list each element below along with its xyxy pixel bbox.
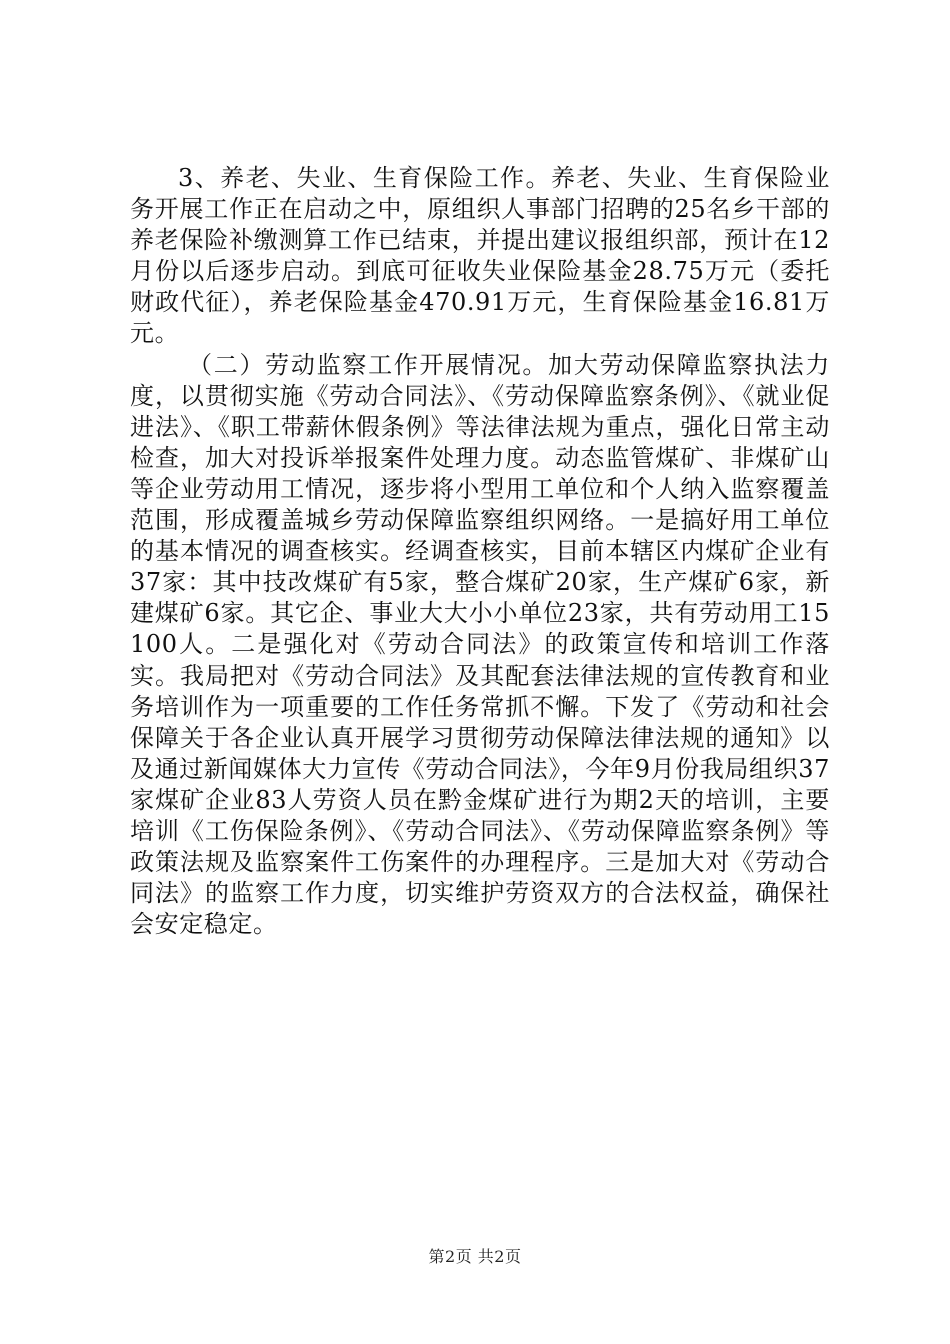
document-body [130, 163, 830, 940]
paragraph-insurance-work: 3、养老、失业、生育保险工作。养老、失业、生育保险业务开展工作正在启动之中，原组织人事部门招聘的25名乡干部的养老保险补缴测算工作已结束，并提出建议报组织部，预计在12月份以后逐步启动。到底可征收失业保险基金28.75万元（委托财政代征），养老保险基金470.91万元，生育保险基金16.81万元。 [130, 164, 830, 348]
paragraph-labor-inspection: （二）劳动监察工作开展情况。加大劳动保障监察执法力度，以贯彻实施《劳动合同法》、《劳动保障监察条例》、《就业促进法》、《职工带薪休假条例》等法律法规为重点，强化日常主动检查，加大对投诉举报案件处理力度。动态监管煤矿、非煤矿山等企业劳动用工情况，逐步将小型用工单位和个人纳入监察覆盖范围，形成覆盖城乡劳动保障监察组织网络。一是搞好用工单位的基本情况的调查核实。经调查核实，目前本辖区内煤矿企业有37家：其中技改煤矿有5家，整合煤矿20家，生产煤矿6家，新建煤矿6家。其它企、事业大大小小单位23家，共有劳动用工15100人。二是强化对《劳动合同法》的政策宣传和培训工作落实。我局把对《劳动合同法》及其配套法律法规的宣传教育和业务培训作为一项重要的工作任务常抓不懈。下发了《劳动和社会保障关于各企业认真开展学习贯彻劳动保障法律法规的通知》以及通过新闻媒体大力宣传《劳动合同法》，今年9月份我局组织37家煤矿企业83人劳资人员在黔金煤矿进行为期2天的培训，主要培训《工伤保险条例》、《劳动合同法》、《劳动保障监察条例》等政策法规及监察案件工伤案件的办理程序。三是加大对《劳动合同法》的监察工作力度，切实维护劳资双方的合法权益，确保社会安定稳定。 [130, 350, 830, 939]
page-footer: 第2页 共2页 [428, 1247, 522, 1266]
